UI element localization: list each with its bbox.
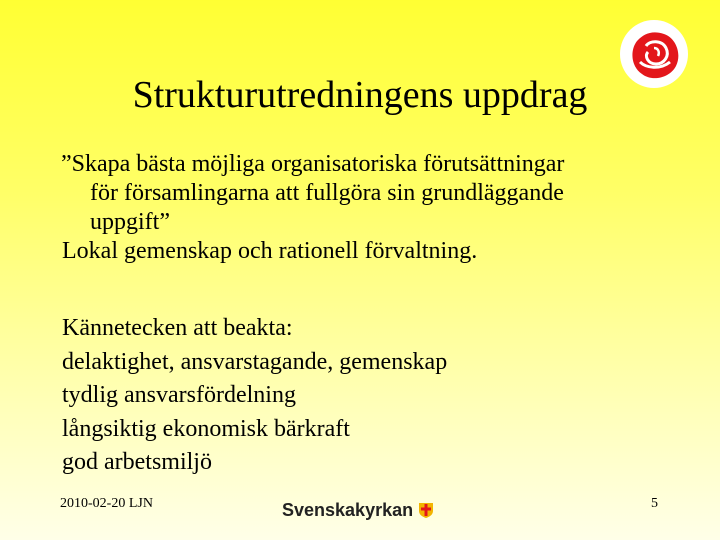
- slide-title: Strukturutredningens uppdrag: [132, 74, 588, 116]
- cross-icon: [417, 501, 435, 519]
- brand-name: Svenskakyrkan: [282, 499, 414, 520]
- feature-item: tydlig ansvarsfördelning: [62, 382, 296, 408]
- summary-line: Lokal gemenskap och rationell förvaltning.: [62, 238, 478, 264]
- quote-line-2: för församlingarna att fullgöra sin grundläggande: [90, 180, 564, 206]
- footer-date: 2010-02-20 LJN: [60, 496, 153, 511]
- features-heading: Kännetecken att beakta:: [62, 315, 293, 341]
- quote-line-1: ”Skapa bästa möjliga organisatoriska förutsättningar: [61, 151, 565, 177]
- quote-line-3: uppgift”: [90, 209, 170, 235]
- slide-body: [62, 150, 682, 266]
- brand-logo: [282, 498, 435, 522]
- feature-item: långsiktig ekonomisk bärkraft: [62, 415, 350, 442]
- features-list: [62, 312, 447, 480]
- feature-item: delaktighet, ansvarstagande, gemenskap: [62, 348, 448, 375]
- page-number: 5: [651, 496, 658, 511]
- feature-item: god arbetsmiljö: [62, 449, 212, 475]
